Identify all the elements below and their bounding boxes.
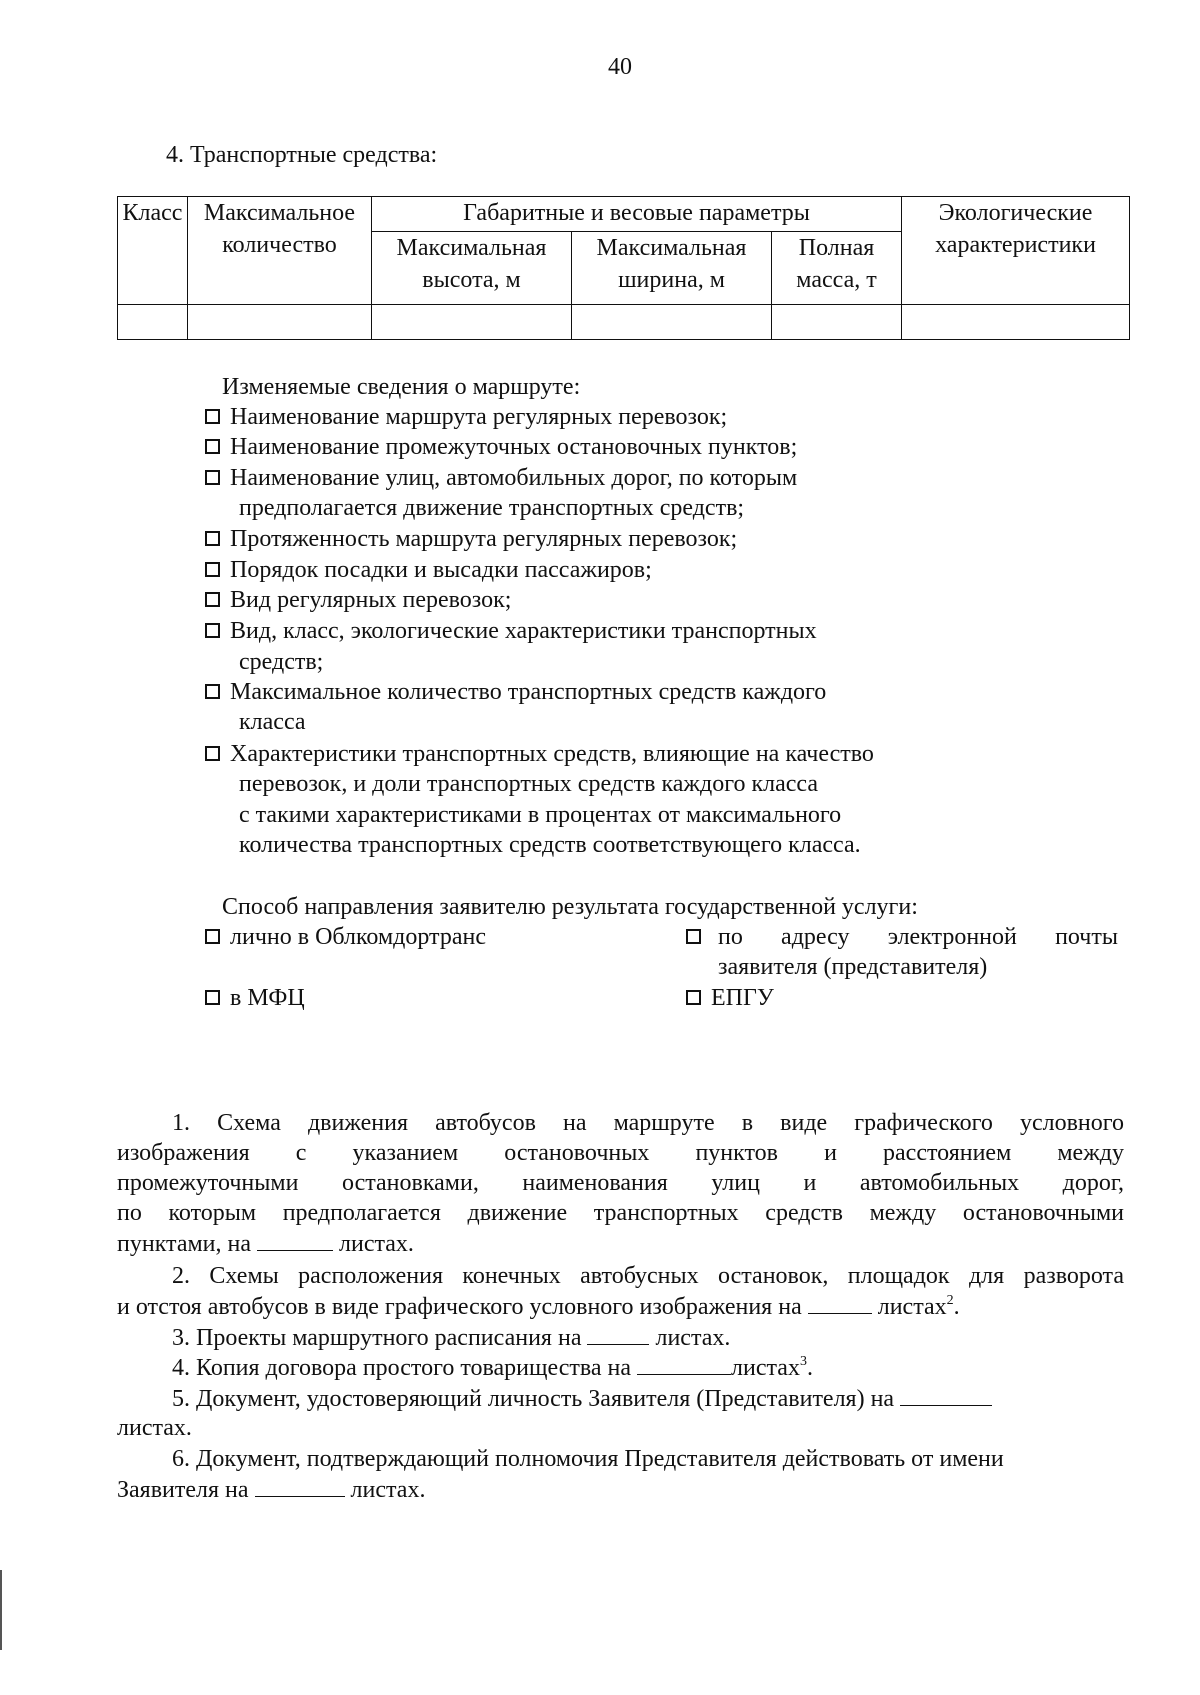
header-eco-line1: Экологические [938,200,1093,226]
header-class: Класс [118,197,188,305]
option-label-continuation: средств; [239,649,324,675]
cell-class[interactable] [118,305,188,340]
change-option-vehicle-class[interactable] [205,616,817,646]
header-max-height-line1: Максимальная [396,235,547,261]
option-label-continuation: с такими характеристиками в процентах от максимального [239,802,842,828]
header-dimensions-group: Габаритные и весовые параметры [372,197,902,232]
paragraph-text: 5. Документ, удостоверяющий личность Заявителя (Представителя) на [172,1386,895,1412]
paragraph-line: по которым предполагается движение транспортных средств между остановочными [117,1200,1124,1226]
section-title: 4. Транспортные средства: [166,142,438,168]
option-label: Максимальное количество транспортных средств каждого [230,679,827,705]
header-eco-line2: характеристики [935,232,1096,258]
paragraph-line: 2. Схемы расположения конечных автобусных остановок, площадок для разворота [172,1263,1124,1289]
checkbox[interactable] [686,990,701,1005]
checkbox[interactable] [205,684,220,699]
header-gross-mass-line1: Полная [798,235,875,261]
option-label: ЕПГУ [711,985,774,1011]
cell-max-height[interactable] [372,305,572,340]
header-max-height-line2: высота, м [422,267,521,293]
footnote-ref: 3 [799,1354,807,1369]
option-label: Наименование маршрута регулярных перевозок; [230,404,728,430]
header-max-width [572,232,772,305]
checkbox[interactable] [205,470,220,485]
header-max-count [188,197,372,305]
paragraph-text: листах [877,1294,947,1320]
checkbox[interactable] [205,746,220,761]
checkbox[interactable] [205,990,220,1005]
header-max-height [372,232,572,305]
header-max-width-line2: ширина, м [618,267,725,293]
checkbox[interactable] [205,409,220,424]
paragraph-line: изображения с указанием остановочных пунктов и расстоянием между [117,1140,1124,1166]
attachment-1 [117,1108,1124,1258]
attachment-6 [117,1444,1124,1504]
footnote-ref: 2 [946,1293,954,1308]
page-number: 40 [608,54,632,80]
header-max-width-line1: Максимальная [596,235,747,261]
delivery-intro: Способ направления заявителю результата государственной услуги: [222,894,918,920]
paragraph-line: листах. [117,1415,192,1441]
checkbox[interactable] [205,623,220,638]
option-label-continuation: перевозок, и доли транспортных средств каждого класса [239,771,818,797]
delivery-option-epgu[interactable] [686,983,774,1013]
sheet-count-blank[interactable] [587,1322,649,1345]
paragraph-text: пунктами, на [117,1231,251,1257]
changes-intro: Изменяемые сведения о маршруте: [222,374,581,400]
sheet-count-blank[interactable] [808,1291,872,1314]
delivery-option-mfc[interactable] [205,983,305,1013]
option-label: Вид регулярных перевозок; [230,587,512,613]
paragraph-line [117,1383,1124,1413]
header-eco [902,197,1130,305]
paragraph-line: 1. Схема движения автобусов на маршруте в виде графического условного [172,1110,1124,1136]
attachment-3 [172,1322,730,1353]
option-word: по [718,924,743,950]
paragraph-text: листах. [339,1231,414,1257]
option-label: Характеристики транспортных средств, влияющие на качество [230,741,874,767]
paragraph-text: и отстоя автобусов в виде графического условного изображения на [117,1294,802,1320]
paragraph-text: листах. [655,1325,731,1351]
option-label: Протяженность маршрута регулярных перевозок; [230,526,738,552]
sheet-count-blank[interactable] [257,1228,333,1251]
paragraph-text: 4. Копия договора простого товарищества на [172,1355,632,1381]
sheet-count-blank[interactable] [637,1352,731,1375]
option-label-continuation: предполагается движение транспортных средств; [239,495,745,521]
paragraph-text: Заявителя на [117,1477,249,1503]
option-label: Наименование улиц, автомобильных дорог, по которым [230,465,798,491]
option-label-continuation: заявителя (представителя) [718,954,988,980]
cell-gross-mass[interactable] [772,305,902,340]
paragraph-line [117,1228,1124,1258]
option-word: адресу [781,924,850,950]
paragraph-line: промежуточными остановками, наименования улиц и автомобильных дорог, [117,1170,1124,1196]
header-gross-mass [772,232,902,305]
scan-edge-line [0,1570,2,1650]
paragraph-line [117,1474,1124,1504]
paragraph-line: 6. Документ, подтверждающий полномочия Представителя действовать от имени [172,1446,1004,1472]
attachment-4: 4. Копия договора простого товарищества на листах$^3$. [172,1354,813,1381]
header-max-count-line1: Максимальное [203,200,356,226]
option-label: Наименование промежуточных остановочных пунктов; [230,434,798,460]
option-label: в МФЦ [230,985,305,1011]
change-option-route-name[interactable] [205,402,727,432]
option-label: лично в Облкомдортранс [230,924,486,950]
sheet-count-blank[interactable] [900,1383,992,1406]
cell-max-width[interactable] [572,305,772,340]
cell-max-count[interactable] [188,305,372,340]
checkbox[interactable] [205,592,220,607]
option-label: Порядок посадки и высадки пассажиров; [230,557,652,583]
checkbox[interactable] [205,439,220,454]
option-word: электронной [887,924,1017,950]
paragraph-text: 3. Проекты маршрутного расписания на [172,1325,582,1351]
paragraph-line: и отстоя автобусов в виде графического условного изображения на листах$^2$. [117,1293,960,1320]
change-option-boarding[interactable] [205,555,652,585]
option-label-continuation: количества транспортных средств соответствующего класса. [239,832,861,858]
option-label-continuation: класса [239,709,306,735]
change-option-stops[interactable] [205,432,797,462]
change-option-vehicle-count[interactable] [205,677,826,707]
header-max-count-line2: количество [222,232,337,258]
cell-eco[interactable] [902,305,1130,340]
option-word: почты [1055,924,1118,950]
change-option-characteristics[interactable] [205,739,874,769]
attachment-5 [117,1383,1124,1443]
checkbox[interactable] [205,562,220,577]
delivery-option-email-label [718,922,1118,952]
checkbox[interactable] [205,531,220,546]
vehicles-table [117,196,1130,340]
change-option-length[interactable] [205,524,737,554]
paragraph-text: листах [731,1355,800,1381]
delivery-option-personal[interactable] [205,922,486,952]
delivery-option-email-checkbox[interactable] [686,922,711,952]
paragraph-text: листах. [350,1477,426,1503]
checkbox[interactable] [205,929,220,944]
table-row [118,305,1130,340]
attachment-2 [117,1261,1124,1321]
checkbox[interactable] [686,929,701,944]
header-gross-mass-line2: масса, т [796,267,877,293]
change-option-streets[interactable] [205,463,797,493]
change-option-transport-type[interactable] [205,585,511,615]
option-label: Вид, класс, экологические характеристики транспортных [230,618,817,644]
sheet-count-blank[interactable] [255,1474,345,1497]
